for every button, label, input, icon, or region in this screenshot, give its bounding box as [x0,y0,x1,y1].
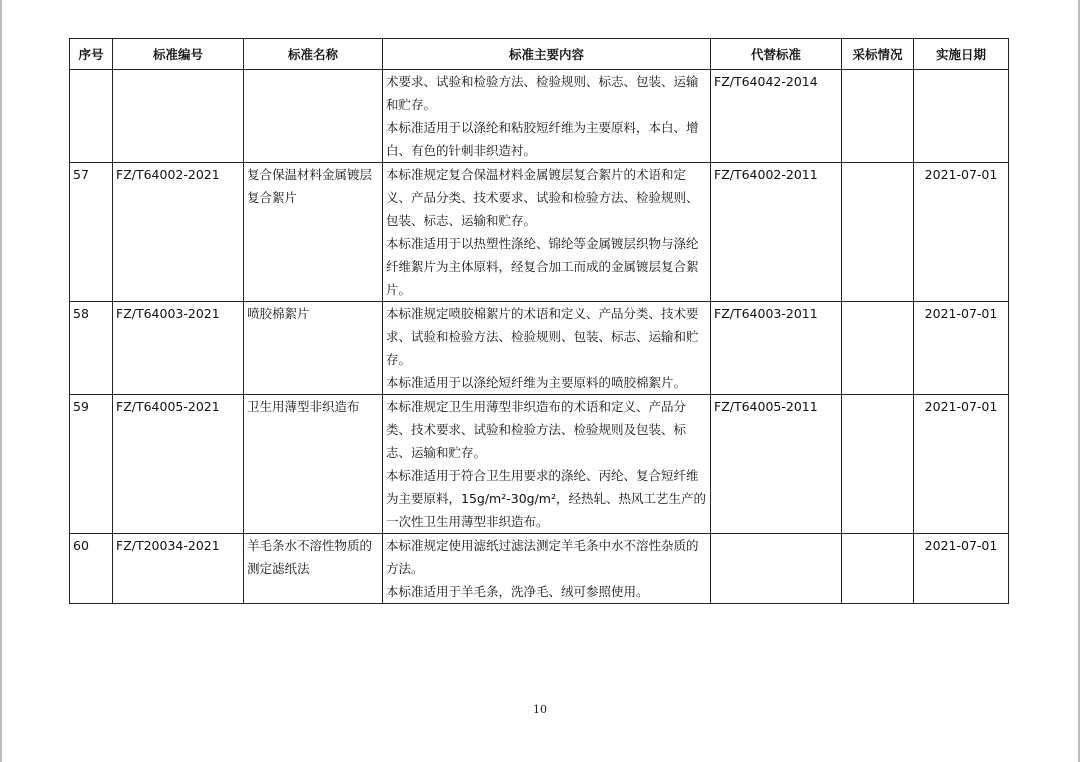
header-name: 标准名称 [244,39,383,70]
content-paragraph: 术要求、试验和检验方法、检验规则、标志、包装、运输和贮存。 [386,74,699,112]
content-paragraph: 本标准规定喷胶棉絮片的术语和定义、产品分类、技术要求、试验和检验方法、检验规则、包装、标志、运输和贮存。 [386,306,699,367]
cell-replaces [711,534,842,604]
content-paragraph: 本标准规定复合保温材料金属镀层复合絮片的术语和定义、产品分类、技术要求、试验和检验方法、检验规则、包装、标志、运输和贮存。 [386,167,699,228]
cell-replaces: FZ/T64002-2011 [711,163,842,302]
cell-date: 2021-07-01 [914,302,1009,395]
cell-code: FZ/T64003-2021 [113,302,244,395]
cell-name: 喷胶棉絮片 [244,302,383,395]
cell-content [383,534,711,604]
cell-replaces: FZ/T64003-2011 [711,302,842,395]
cell-replaces: FZ/T64005-2011 [711,395,842,534]
cell-adoption [842,302,914,395]
cell-replaces: FZ/T64042-2014 [711,70,842,163]
table-row [70,534,1009,604]
cell-code: FZ/T20034-2021 [113,534,244,604]
cell-date: 2021-07-01 [914,395,1009,534]
table-row [70,70,1009,163]
header-code: 标准编号 [113,39,244,70]
header-date: 实施日期 [914,39,1009,70]
cell-adoption [842,395,914,534]
cell-date [914,70,1009,163]
content-paragraph: 本标准规定使用滤纸过滤法测定羊毛条中水不溶性杂质的方法。 [386,538,699,576]
header-content: 标准主要内容 [383,39,711,70]
cell-code: FZ/T64005-2021 [113,395,244,534]
standards-table [69,38,1009,604]
cell-content [383,70,711,163]
header-adoption: 采标情况 [842,39,914,70]
cell-code [113,70,244,163]
cell-date: 2021-07-01 [914,163,1009,302]
content-paragraph: 本标准适用于以涤纶短纤维为主要原料的喷胶棉絮片。 [386,375,687,390]
cell-no: 59 [70,395,113,534]
cell-no: 57 [70,163,113,302]
cell-no: 58 [70,302,113,395]
cell-content [383,395,711,534]
header-replaces: 代替标准 [711,39,842,70]
cell-no [70,70,113,163]
cell-adoption [842,70,914,163]
header-no: 序号 [70,39,113,70]
page-number: 10 [533,703,547,716]
content-paragraph: 本标准适用于以涤纶和粘胶短纤维为主要原料，本白、增白、有色的针刺非织造衬。 [386,120,699,158]
cell-name: 复合保温材料金属镀层复合絮片 [244,163,383,302]
cell-content [383,163,711,302]
cell-name: 卫生用薄型非织造布 [244,395,383,534]
content-paragraph: 本标准规定卫生用薄型非织造布的术语和定义、产品分类、技术要求、试验和检验方法、检验规则及包装、标志、运输和贮存。 [386,399,687,460]
cell-name [244,70,383,163]
page-border-left [0,0,2,762]
table-row [70,163,1009,302]
table-row [70,302,1009,395]
content-paragraph: 本标准适用于符合卫生用要求的涤纶、丙纶、复合短纤维为主要原料，15g/m²-30g/m²，经热轧、热风工艺生产的一次性卫生用薄型非织造布。 [386,468,706,529]
table-row [70,395,1009,534]
cell-no: 60 [70,534,113,604]
cell-adoption [842,163,914,302]
cell-name: 羊毛条水不溶性物质的测定滤纸法 [244,534,383,604]
cell-code: FZ/T64002-2021 [113,163,244,302]
cell-content [383,302,711,395]
table-header-row [70,39,1009,70]
content-paragraph: 本标准适用于羊毛条，洗净毛、绒可参照使用。 [386,584,649,599]
cell-adoption [842,534,914,604]
cell-date: 2021-07-01 [914,534,1009,604]
content-paragraph: 本标准适用于以热塑性涤纶、锦纶等金属镀层织物与涤纶纤维絮片为主体原料，经复合加工而成的金属镀层复合絮片。 [386,236,699,297]
